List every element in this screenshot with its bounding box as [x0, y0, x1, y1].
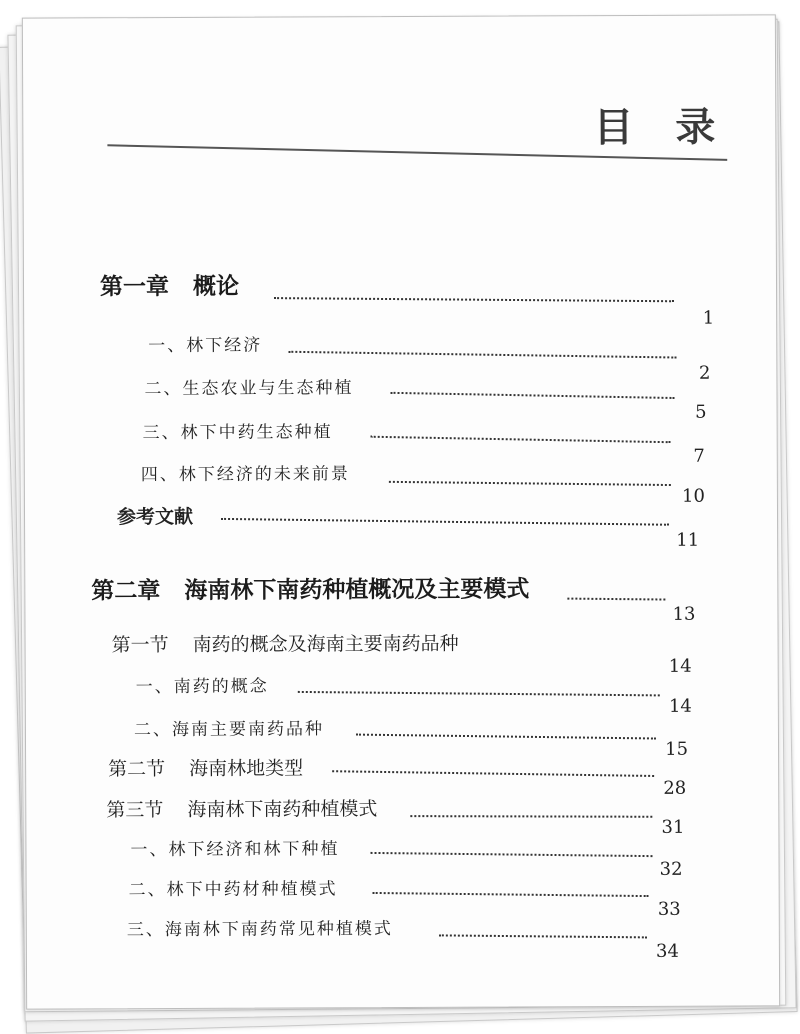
toc-section[interactable] — [26, 751, 778, 799]
toc-page-number: 33 — [657, 898, 681, 920]
toc-leader-dots — [389, 481, 671, 486]
toc-entry-label: 一、林下经济 — [148, 335, 263, 357]
toc-leader-dots — [288, 351, 676, 359]
toc-entry-label: 一、南药的概念 — [135, 676, 269, 698]
toc-leader-dots — [567, 598, 665, 601]
toc-page-number: 34 — [655, 940, 679, 962]
toc-page — [22, 14, 780, 1009]
toc-leader-dots — [221, 518, 669, 526]
page-title: 目 录 — [593, 104, 730, 152]
toc-references[interactable] — [25, 499, 777, 551]
toc-page-number: 28 — [663, 777, 687, 799]
toc-entry-label: 四、林下经济的未来前景 — [140, 464, 350, 486]
toc-leader-dots — [332, 770, 654, 777]
toc-section[interactable] — [26, 627, 778, 677]
toc-page-number: 13 — [672, 603, 696, 625]
toc-entry-label: 第一节 南药的概念及海南主要南药品种 — [111, 632, 459, 657]
toc-leader-dots — [274, 297, 674, 302]
toc-section[interactable] — [26, 792, 778, 838]
toc-page-number: 14 — [668, 655, 692, 677]
toc-leader-dots — [410, 815, 652, 818]
toc-leader-dots — [371, 436, 671, 443]
toc-page-number: 10 — [681, 485, 705, 507]
toc-entry-label: 三、海南林下南药常见种植模式 — [126, 919, 393, 941]
toc-chapter-2[interactable] — [25, 569, 777, 625]
toc-entry[interactable] — [26, 712, 778, 760]
toc-page-number: 11 — [676, 529, 700, 551]
toc-entry-label: 第二节 海南林地类型 — [108, 757, 304, 781]
toc-leader-dots — [390, 392, 674, 399]
toc-entry-label: 三、林下中药生态种植 — [142, 422, 333, 444]
toc-entry-label: 第一章 概论 — [99, 273, 240, 301]
toc-entry-label: 二、林下中药材种植模式 — [128, 879, 338, 901]
toc-entry-label: 一、林下经济和林下种植 — [130, 839, 340, 861]
toc-entry[interactable] — [27, 912, 779, 962]
toc-entry[interactable] — [24, 328, 776, 384]
toc-entry-label: 二、海南主要南药品种 — [133, 719, 324, 741]
toc-entry-label: 参考文献 — [116, 505, 194, 529]
toc-leader-dots — [370, 852, 652, 857]
table-of-contents — [23, 15, 779, 1008]
toc-page-number: 7 — [693, 445, 705, 467]
toc-page-number: 15 — [665, 738, 689, 760]
toc-entry-label: 第二章 海南林下南药种植概况及主要模式 — [91, 576, 530, 605]
toc-page-number: 1 — [702, 307, 715, 329]
toc-entry[interactable] — [25, 415, 777, 467]
toc-entry-label: 二、生态农业与生态种植 — [144, 378, 354, 400]
toc-leader-dots — [298, 691, 660, 696]
toc-leader-dots — [356, 734, 656, 740]
toc-entry-label: 第三节 海南林下南药种植模式 — [106, 798, 378, 822]
toc-page-number: 14 — [668, 695, 692, 717]
toc-entry[interactable] — [26, 832, 778, 880]
toc-leader-dots — [439, 934, 647, 938]
toc-page-number: 31 — [661, 816, 685, 838]
toc-leader-dots — [373, 892, 649, 897]
toc-entry[interactable] — [27, 872, 779, 920]
toc-chapter-1[interactable] — [24, 265, 776, 329]
toc-page-number: 2 — [698, 362, 711, 384]
toc-page-number: 32 — [659, 858, 683, 880]
toc-page-number: 5 — [695, 401, 707, 423]
toc-entry[interactable] — [24, 371, 776, 423]
toc-entry[interactable] — [25, 457, 777, 507]
toc-entry[interactable] — [26, 669, 778, 717]
